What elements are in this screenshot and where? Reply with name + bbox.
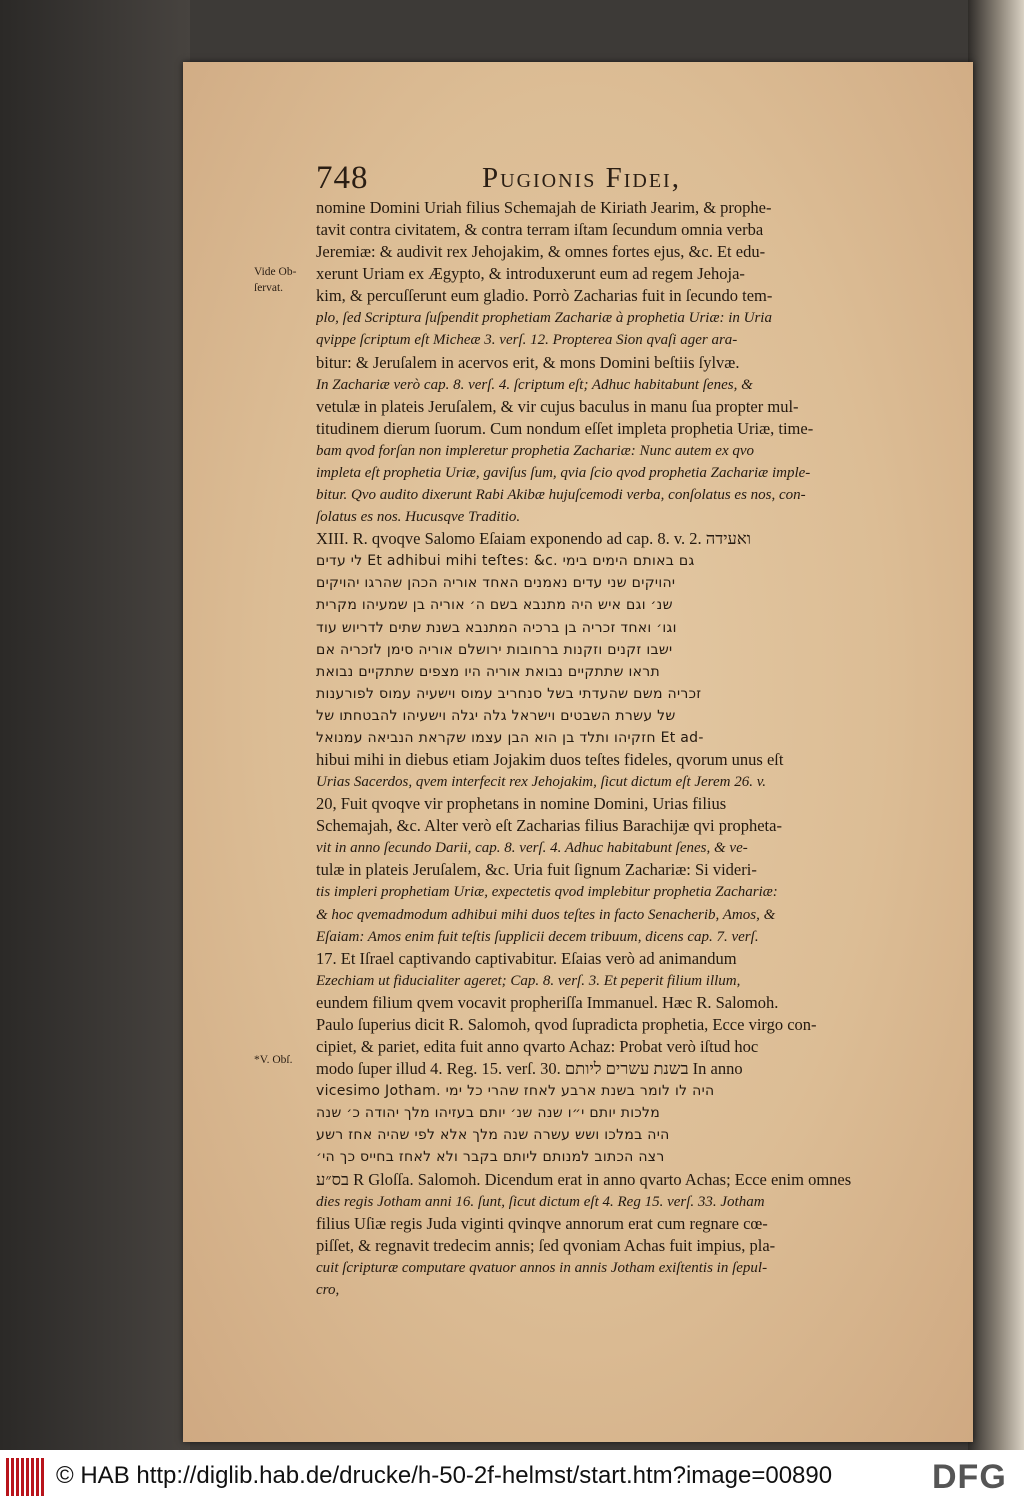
text-line: vicesimo Jotham. היה לו לומר בשנת ארבע לאחז שהרי כל ימי <box>316 1083 715 1100</box>
text-line: Eſaiam: Amos enim fuit teſtis ſupplicii decem tribuum, dicens cap. 7. verſ. <box>316 928 759 945</box>
text-line: זכריה משם שהעדתי בשל סנחריב עמוס וישעיה עמוס לפורענות <box>316 685 702 702</box>
text-line: וגו׳ ואחד זכריה בן ברכיה המתנבא בשנת שתים לדריוש עוד <box>316 619 677 636</box>
text-line: piſſet, & regnavit tredecim annis; ſed qvoniam Achas fuit impius, pla- <box>316 1235 776 1255</box>
dfg-logo: DFG <box>932 1458 1007 1496</box>
text-line: מלכות יותם י״ו שנה שנ׳ יותם בעזיהו מלך יהודה כ׳ שנה <box>316 1105 661 1122</box>
text-line: Urias Sacerdos, qvem interfecit rex Jehojakim, ſicut dictum eſt Jerem 26. v. <box>316 774 766 791</box>
text-line: Jeremiæ: & audivit rex Jehojakim, & omnes fortes ejus, &c. Et edu- <box>316 242 766 262</box>
page-number: 748 <box>316 160 369 196</box>
margin-note: *V. Obſ. <box>254 1054 293 1066</box>
text-line: חזקיהו ותלד בן הוא הבן עצמו שקראת הנביאה עמנואל Et ad- <box>316 729 704 746</box>
text-line: cuit ſcripturæ computare qvatuor annos in annis Jotham exiſtentis in ſepul- <box>316 1259 768 1276</box>
text-line: xerunt Uriam ex Ægypto, & introduxerunt eum ad regem Jehoja- <box>316 264 745 284</box>
text-line: שנ׳ וגם איש היה מתנבא בשם ה׳ אוריה בן שמעיהו מקרית <box>316 597 673 614</box>
margin-note: ſervat. <box>254 282 284 294</box>
text-line: qvippe ſcriptum eſt Micheæ 3. verſ. 12. Propterea Sion qvaſi ager ara- <box>316 332 738 349</box>
running-title: Pugionis Fidei, <box>482 162 681 194</box>
text-line: Paulo ſuperius dicit R. Salomoh, qvod ſupradicta prophetia, Ecce virgo con- <box>316 1014 817 1034</box>
text-line: & hoc qvemadmodum adhibui mihi duos teſtes in facto Senacherib, Amos, & <box>316 906 776 923</box>
text-line: plo, ſed Scriptura ſuſpendit prophetiam Zachariæ à prophetia Uriæ: in Uria <box>316 310 772 327</box>
footer-bar <box>0 1450 1024 1504</box>
text-line: filius Uſiæ regis Juda viginti qvinqve annorum erat cum regnare cœ- <box>316 1213 768 1233</box>
text-line: impleta eſt prophetia Uriæ, gaviſus ſum, qvia ſcio qvod prophetia Zachariæ imple- <box>316 464 811 481</box>
text-line: nomine Domini Uriah filius Schemajah de Kiriath Jearim, & prophe- <box>316 198 772 217</box>
text-line: hibui mihi in diebus etiam Jojakim duos teſtes fideles, qvorum unus eſt <box>316 750 784 769</box>
text-line: 20, Fuit qvoqve vir prophetans in nomine Domini, Urias filius <box>316 794 727 814</box>
text-line: titudinem dierum ſuorum. Cum nondum eſſet impleta prophetia Uriæ, time- <box>316 418 814 438</box>
text-line: Ezechiam ut fiducialiter ageret; Cap. 8. verſ. 3. Et peperit filium illum, <box>316 972 741 989</box>
text-line: בס״ע R Gloſſa. Salomoh. Dicendum erat in anno qvarto Achas; Ecce enim omnes <box>316 1169 852 1189</box>
margin-note: Vide Ob- <box>254 266 297 278</box>
text-line: vetulæ in plateis Jeruſalem, & vir cujus baculus in manu ſua propter mul- <box>316 396 799 416</box>
text-line: היה במלכו ושש עשרה שנה מלך אלא לפי שהיה אחז רשע <box>316 1127 670 1144</box>
text-line: bitur. Qvo audito dixerunt Rabi Akibæ hujuſcemodi verba, conſolatus es nos, con- <box>316 487 806 504</box>
text-line: tavit contra civitatem, & contra terram iſtam ſecundum omnia verba <box>316 220 764 240</box>
text-line: של עשרת השבטים וישראל גלה יגלה וישעיהו להבטחתו של <box>316 707 676 724</box>
text-line: bam qvod forſan non impleretur prophetia Zachariæ: Nunc autem ex qvo <box>316 442 755 459</box>
text-line: XIII. R. qvoqve Salomo Eſaiam exponendo ad cap. 8. v. 2. ואעידה <box>316 529 752 549</box>
text-line: Schemajah, &c. Alter verò eſt Zacharias filius Barachijæ qvi propheta- <box>316 816 782 836</box>
text-line: eundem filium qvem vocavit propheriſſa Immanuel. Hæc R. Salomoh. <box>316 992 779 1012</box>
text-line: tulæ in plateis Jeruſalem, &c. Uria fuit ſignum Zachariæ: Si videri- <box>316 860 757 880</box>
text-line: modo ſuper illud 4. Reg. 15. verſ. 30. בשנת עשרים ליותם In anno <box>316 1059 743 1079</box>
hab-logo-icon <box>6 1458 46 1496</box>
text-line: לי עדים Et adhibui mihi teſtes: &c. גם באותם הימים בימי <box>316 553 695 570</box>
text-line: ſolatus es nos. Hucusqve Traditio. <box>316 509 521 526</box>
text-line: cipiet, & pariet, edita fuit anno qvarto Achaz: Probat verò iſtud hoc <box>316 1037 759 1057</box>
text-line: ישבו זקנים וזקנות ברחובות ירושלם אוריה סימן לזכריה אם <box>316 641 673 658</box>
text-line: תראו שתתקיים נבואת אוריה היו מצפים שתתקיים נבואת <box>316 663 661 680</box>
text-line: יהויקים שני עדים נאמנים האחד אוריה הכהן שהרגו יהויקים <box>316 575 676 592</box>
text-line: In Zachariæ verò cap. 8. verſ. 4. ſcriptum eſt; Adhuc habitabunt ſenes, & <box>316 376 753 393</box>
text-line: רצה הכתוב למנותם ליותם בקבר ולא לאחז בחייס כך הי׳ <box>316 1149 665 1166</box>
text-line: vit in anno ſecundo Darii, cap. 8. verſ. 4. Adhuc habitabunt ſenes, & ve- <box>316 840 748 857</box>
text-line: kim, & percuſſerunt eum gladio. Porrò Zacharias fuit in ſecundo tem- <box>316 286 773 306</box>
text-line: cro, <box>316 1281 340 1298</box>
text-line: bitur: & Jeruſalem in acervos erit, & mons Domini beſtiis ſylvæ. <box>316 352 740 372</box>
text-line: tis impleri prophetiam Uriæ, expectetis qvod implebitur prophetia Zachariæ: <box>316 884 778 901</box>
copyright-url[interactable]: © HAB http://diglib.hab.de/drucke/h-50-2f-helmst/start.htm?image=00890 <box>56 1462 833 1489</box>
text-line: dies regis Jotham anni 16. ſunt, ſicut dictum eſt 4. Reg 15. verſ. 33. Jotham <box>316 1193 765 1210</box>
text-line: 17. Et Iſrael captivando captivabitur. Eſaias verò ad animandum <box>316 948 737 968</box>
